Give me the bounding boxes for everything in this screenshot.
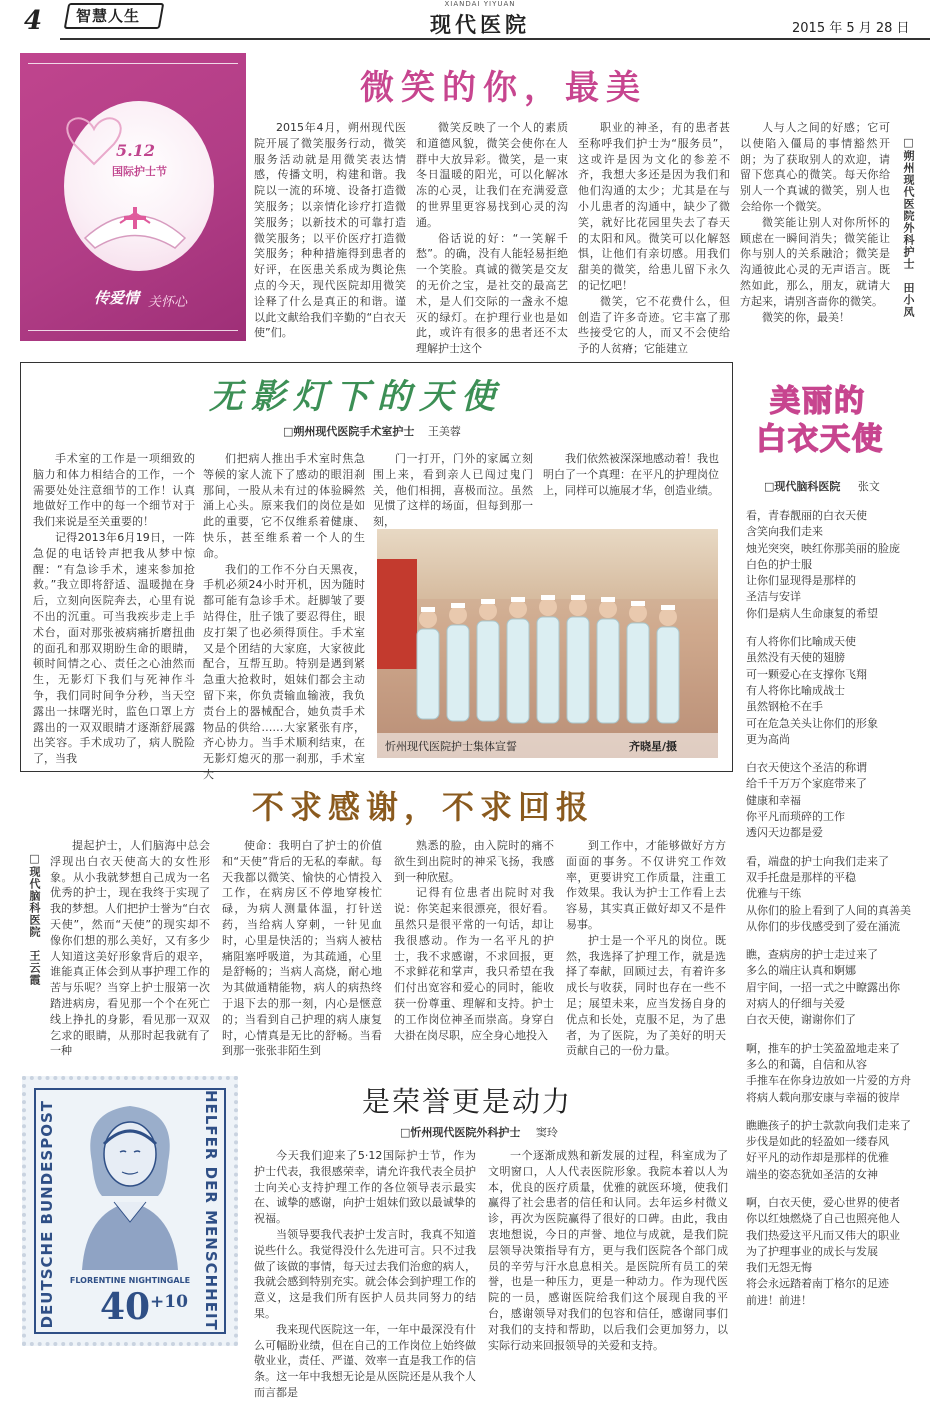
stamp-right-text: HELFER DER MENSCHHEIT [202, 1090, 220, 1331]
slogan-left: 传爱情 [94, 289, 140, 307]
paragraph: 微笑能让别人对你所怀的顾虑在一瞬间消失；微笑能让你与别人的关系融洽；微笑是沟通彼此心灵的无声语言。既然如此，那么，朋友，就请大方起来，请别吝啬你的微笑。 [740, 215, 890, 308]
smile-col-3 [578, 120, 730, 356]
poem-stanza-gap [746, 622, 932, 634]
angel-article [20, 362, 733, 781]
paragraph: 我们的工作不分白天黑夜，手机必须24小时开机，因为随时都可能有急诊手术。赶脚皱了要站得住，肚子饿了要忍得住，眼皮打架了也必须得顶住。手术室又是个团结的大家庭，大家彼此配合，互帮互助。特别是遇到紧急重大抢救时，姐妹们都会主动留下来，你负责输血输液，我负责台上的器械配合，她负责手术物品的供给……大家紧张有序，齐心协力。当手术顺利结束，在无影灯熄灭的那一刹那，手术室大 [203, 562, 365, 781]
angel-col-2 [203, 451, 365, 781]
oath-photo [377, 529, 718, 758]
poem-line: 多么的端庄认真和婀娜 [746, 964, 856, 978]
poem-stanza [746, 508, 932, 622]
angel-byline-label: □朔州现代医院手术室护士 [283, 425, 415, 438]
angel-col-1 [33, 451, 195, 766]
poem-stanza [746, 1195, 932, 1309]
poem-body [746, 508, 932, 1344]
poem-line: 对病人的仔细与关爱 [746, 997, 845, 1011]
poem-line: 看，端盘的护士向我们走来了 [746, 854, 889, 868]
nightingale-stamp [22, 1076, 238, 1346]
honor-col-1 [254, 1148, 476, 1399]
header-rule [60, 38, 930, 40]
honor-article-title: 是荣誉更是动力 [362, 1085, 573, 1118]
poem-line: 手推车在你身边放如一片爱的方舟 [746, 1074, 911, 1088]
poem-line: 虽然钢枪不在手 [746, 700, 823, 714]
poem-line: 眉宇间，一招一式之中瞭露出你 [746, 980, 900, 994]
poem-line: 你们是病人生命康复的希望 [746, 606, 878, 620]
poem-line: 我们无怨无悔 [746, 1261, 812, 1275]
honor-byline-label: □忻州现代医院外科护士 [400, 1126, 521, 1139]
paragraph: 职业的神圣，有的患者甚至称呼我们护士为“服务员”，这或许是因为文化的参差不齐，我想大多还是因为我们和他们沟通的太少；尤其是在与小儿患者的沟通中，缺少了微笑，就好比花园里失去了春天的太阳和风。微笑可以化解怒惧，让他们有亲切感。用我们甜美的微笑，给患儿留下永久的记忆吧！ [578, 121, 730, 292]
poem-line: 有人将你们比喻成天使 [746, 635, 856, 649]
paragraph: 微笑，它不花费什么，但创造了许多奇迹。它丰富了那些接受它的人，而又不会使给予的人贫瘠；它能建立 [578, 294, 730, 356]
issue-date: 2015 年 5 月 28 日 [792, 21, 910, 36]
poem-line: 可在危急关头让你们的形象 [746, 716, 878, 730]
poem-line: 多么的和蔼，自信和从容 [746, 1057, 867, 1071]
poem-line: 白衣天使，谢谢你们了 [746, 1013, 856, 1027]
poem-stanza [746, 634, 932, 748]
poem-line: 白色的护士服 [746, 557, 812, 571]
angel-article-byline [283, 423, 461, 439]
nurse-cap-icon [80, 183, 190, 253]
nurse-day-image [20, 53, 246, 341]
stamp-value-extra: +10 [150, 1292, 188, 1312]
photo-caption: 忻州现代医院护士集体宣誓 [385, 740, 517, 753]
noreturn-col-3 [394, 838, 554, 1058]
poem-line: 更为高尚 [746, 732, 790, 746]
paragraph: 人与人之间的好感；它可以使陷入僵局的事情豁然开朗；为了获取别人的欢迎，请留下您真心的微笑。每天你给别人一个真诚的微笑，别人也会给你一个微笑。 [740, 121, 890, 213]
poem-line: 双手托盘是那样的平稳 [746, 870, 856, 884]
paragraph: 到工作中，才能够做好方方面面的事务。不仅讲究工作效率，更要讲究工作质量，注重工作效果。我认为护士工作看上去容易，其实真正做好却又不是件易事。 [566, 839, 726, 931]
angel-byline-name: 王美蓉 [427, 425, 461, 438]
smile-col-2 [416, 120, 568, 356]
nightingale-portrait-icon [62, 1092, 198, 1270]
stamp-name: FLORENTINE NIGHTINGALE [69, 1276, 191, 1285]
paragraph: 我们依然被深深地感动着！我也明白了一个真理：在平凡的护理岗位上，同样可以施展才华，创造业绩。 [543, 452, 719, 497]
section-name: 智慧人生 [76, 7, 141, 25]
paragraph: 微笑反映了一个人的素质和道德风貌，微笑会使你在人群中大放异彩。微笑，是一束冬日温暖的阳光，可以化解冰冻的心灵，让我们在充满爱意的世界里更容易找到心灵的沟通。 [416, 121, 568, 229]
poem-line: 我们热爱这平凡而又伟大的职业 [746, 1228, 900, 1242]
poem-stanza [746, 1041, 932, 1106]
angel-col-4 [543, 451, 719, 533]
poem-line: 看，青春靓丽的白衣天使 [746, 509, 867, 522]
smile-col-4 [740, 120, 890, 352]
paragraph: 提起护士，人们脑海中总会浮现出白衣天使高大的女性形象。从小我就梦想自己成为一名优秀的护士，现在我终于实现了我的梦想。人们把护士誉为“白衣天使”，然而“天使”的现实却不像你们想的那么美好，又有多少人知道这美好形象背后的艰辛，谁能真正体会到从事护理工作的苦与乐呢？当穿上护士服第一次踏进病房，看见那一个个在死亡线上挣扎的身影，看见那一双双乞求的眼睛，从那时起我就有了一种 [50, 839, 210, 1058]
poem-title-line1: 美丽的 [770, 384, 866, 419]
paragraph: 一个逐渐成熟和新发展的过程，科室成为了文明窗口，人人代表医院形象。我院本着以人为本，优良的医疗质量，优雅的就医环境，使我们赢得了社会患者的信任和认同。去年运乡村微义诊，再次为医院赢得了很好的口碑。由此，我由衷地想说，今日的声誉、地位与成就，是我们院层领导决策指导有方，更与我们医院各个部门成员的辛劳与汗水息息相关。是医院所有员工的荣誉，也是一种压力，更是一种动力。作为现代医院的一员，感谢医院给我们这个展现自我的平台，感谢领导对我们的包容和信任，感谢同事们对我们的支持和帮助，以后我们会更加努力，以实际行动来回报领导的关爱和支持。 [488, 1149, 728, 1352]
paragraph: 2015年4月，朔州现代医院开展了微笑服务行动，微笑服务活动就是用微笑表达情感，传播文明，构建和谐。我院以一流的环境、设备打造微笑服务；以亲情化诊疗打造微笑服务；以新技术的可靠打造微笑服务；以平价医疗打造微笑服务；种种措施得到患者的好评，在医患关系成为舆论焦点的今天，现代医院却用微笑诠释了什么是真正的和谐。谨以此文献给我们辛勤的“白衣天使”们。 [254, 121, 406, 340]
paragraph: 我来现代医院这一年，一年中最深没有什么可幅盼业绩，但在自己的工作岗位上始终做敬业业，责任、严谨、效率一直是我工作的信条。这一年中我想无论是从医院还是从我个人而言都是 [254, 1322, 476, 1399]
paragraph: 熟悉的脸，由入院时的痛不欲生到出院时的神采飞扬，我感到一种欣慰。 [394, 839, 554, 884]
poem-stanza-gap [746, 1309, 932, 1321]
heart-wings-icon [54, 109, 134, 169]
poem-line: 圣洁与安详 [746, 590, 801, 604]
poem-title-line2: 白衣天使 [756, 422, 884, 457]
poem-line: 瞧，查病房的护士走过来了 [746, 948, 878, 962]
smile-article-title: 微笑的你，最美 [360, 68, 647, 108]
paragraph: 微笑的你，最美！ [762, 310, 850, 324]
photo-credit: 齐晓星/摄 [629, 740, 678, 753]
page-header [0, 0, 935, 44]
noreturn-article-title: 不求感谢，不求回报 [252, 788, 595, 826]
noreturn-article-byline: □现代脑科医院 王云霞 [28, 852, 41, 986]
stamp-value-main: 40 [100, 1286, 151, 1328]
smile-col-1 [254, 120, 406, 352]
festival-name: 国际护士节 [112, 165, 167, 178]
image-rule-top [28, 63, 238, 64]
noreturn-col-4 [566, 838, 726, 1058]
poem-line: 瞧瞧孩子的护士款款向我们走来了 [746, 1118, 911, 1132]
poem-stanza [746, 854, 932, 935]
paragraph: 当领导要我代表护士发言时，我真不知道说些什么。我觉得没什么先进可言。只不过我做了该做的事情，每天过去我们治愈的病人，我就会感到特别充实。就会体会到护理工作的意义，这是我们所有医护人员共同努力的结果。 [254, 1227, 476, 1320]
honor-article-byline [400, 1124, 558, 1140]
poem-line: 将病人载向那安康与幸福的彼岸 [746, 1090, 900, 1104]
smile-article-byline: □朔州现代医院外科护士 田小凤 [902, 136, 915, 318]
noreturn-article [0, 776, 740, 1066]
poem-line: 端坐的姿态犹如圣洁的女神 [746, 1167, 878, 1181]
poem-line: 为了护理事业的成长与发展 [746, 1244, 878, 1258]
poem-line: 含笑向我们走来 [746, 525, 823, 539]
paragraph: 记得有位患者出院时对我说：你笑起来很漂亮，很好看。虽然只是很平常的一句话，却让我很感动。作为一名平凡的护士，我不求感谢，不求回报，更不求鲜花和掌声，我只希望在我们付出宽容和爱心的同时，能收获一份尊重、理解和支持。护士的工作岗位神圣而崇高。身穿白大褂在岗尽职，应全身心地投入 [394, 886, 554, 1042]
stamp-left-text: DEUTSCHE BUNDESPOST [38, 1100, 56, 1329]
paragraph: 俗话说的好：“一笑解千愁”。的确，没有人能轻易拒绝一个笑脸。真诚的微笑是交友的无价之宝，是社交的最高艺术，是人们交际的一盏永不熄灭的绿灯。在护理行业也是如此，或许有很多的患者还不太理解护士这个 [416, 231, 568, 356]
paragraph: 使命：我明白了护士的价值和“天使”背后的无私的奉献。每天我都以微笑、愉快的心情投入工作，在病房区不停地穿梭忙碌，为病人测量体温，打针送药，当给病人穿刺，一针见血时，心里是快活的；当病人被枯痛阻塞呼吸道，为其疏通，心里是舒畅的；当病人高烧，耐心地为其做通精能物，病人的病热终于退下去的那一刻，内心是惬意的；当看到自己护理的病人康复时，心情真是无比的舒畅。当看到那一张张非陌生到 [222, 839, 382, 1058]
poem-line: 你以红烛燃烧了自己也照亮他人 [746, 1212, 900, 1226]
masthead-pinyin: XIANDAI YIYUAN [444, 0, 516, 8]
noreturn-col-2 [222, 838, 382, 1058]
poem-byline-name: 张文 [857, 480, 880, 493]
poem-stanza-gap [746, 1183, 932, 1195]
poem-stanzas [746, 508, 932, 1321]
poem-line: 优雅与干练 [746, 887, 801, 901]
poem-stanza [746, 1118, 932, 1183]
paragraph: 手术室的工作是一项细致的脑力和体力相结合的工作，一个需要处处注意细节的工作！认真地做好工作中的每一个细节对于我们来说是至关重要的！ [33, 452, 195, 529]
poem-line: 让你们显现得是那样的 [746, 574, 856, 588]
poem-line: 白衣天使这个圣洁的称谓 [746, 761, 867, 775]
paragraph: 护士是一个平凡的岗位。既然，我选择了护理工作，就是选择了奉献，回顾过去，有着许多成长与收获，同时也存在一些不足；展望未来，应当发扬自身的优点和长处，克服不足，为了患者，为了医院，为了美好的明天贡献自己的一份力量。 [566, 933, 726, 1058]
poem-byline-label: □现代脑科医院 [764, 480, 841, 493]
paragraph: 门一打开，门外的家属立刻围上来，看到亲人已闯过鬼门关，他们相拥，喜极而泣。虽然见惯了这样的场面，但每到那一刻， [373, 452, 533, 529]
poem-line: 有人将你比喻成战士 [746, 683, 845, 697]
poem-line: 透闪天边都是爱 [746, 826, 823, 840]
poem-line: 前进！前进！ [746, 1293, 812, 1307]
paragraph: 们把病人推出手术室时焦急等候的家人流下了感动的眼泪刹那间，一股从未有过的体验瞬然涌上心头。原来我们的岗位是如此的重要，它不仅维系着健康、快乐，甚至维系着一个人的生命。 [203, 452, 365, 560]
paragraph: 今天我们迎来了5·12国际护士节，作为护士代表，我很感荣幸，请允许我代表全员护士向关心支持护理工作的各位领导表示最实在、诚挚的感谢，向护士姐妹们致以最诚挚的祝福。 [254, 1149, 476, 1226]
poem-line: 从你们的步伐感受到了爱在涌流 [746, 919, 900, 933]
angel-col-3 [373, 451, 533, 533]
poem-line: 好平凡的动作却是那样的优雅 [746, 1151, 889, 1165]
poem-line: 从你们的脸上看到了人间的真善美 [746, 903, 911, 917]
poem-stanza-gap [746, 935, 932, 947]
poem-sidebar [740, 362, 935, 1350]
page-number: 4 [24, 6, 43, 36]
poem-stanza-gap [746, 748, 932, 760]
slogan-right: 关怀心 [148, 295, 188, 310]
masthead-title: 现代医院 [430, 12, 530, 37]
poem-line: 烛光突突，映红你那美丽的脸庞 [746, 541, 900, 555]
image-rule-bottom [28, 330, 238, 331]
angel-article-title: 无影灯下的天使 [209, 377, 503, 417]
poem-line: 你平凡而琐碎的工作 [746, 810, 845, 824]
honor-byline-name: 窦玲 [535, 1126, 558, 1139]
poem-stanza-gap [746, 1029, 932, 1041]
paragraph: 记得2013年6月19日，一阵急促的电话铃声把我从梦中惊醒：“有急诊手术，速来参加抢救。”我立即将舒适、温暖抛在身后，立刻向医院奔去，心里有说不出的沉重。可当我疾步走上手术台，面对那张被病痛折磨扭曲的面孔和那双期盼生命的眼睛，顿时间情之心、责任之心油然而生，无影灯下我们与死神作斗争，我们同时间争分秒，当天空露出一抹曙光时，监色口罩上方露出的一双双眼睛才逐渐舒展露出笑容。手术成功了，病人脱险了，当我 [33, 530, 195, 766]
honor-article [0, 1068, 740, 1399]
poem-line: 啊，推车的护士笑盈盈地走来了 [746, 1041, 900, 1055]
poem-stanza [746, 760, 932, 841]
poem-stanza-gap [746, 1106, 932, 1118]
poem-line: 可一颗爱心在支撑你飞翔 [746, 667, 867, 681]
poem-line: 步伐是如此的轻盈如一缕春风 [746, 1135, 889, 1149]
festival-day: 5.12 [116, 141, 155, 160]
nurses-group [407, 569, 707, 739]
poem-byline [764, 478, 880, 494]
poem-stanza-gap [746, 842, 932, 854]
noreturn-col-1 [50, 838, 210, 1058]
poem-line: 给千千万万个家庭带来了 [746, 777, 867, 791]
poem-line: 虽然没有天使的翅膀 [746, 651, 845, 665]
poem-line: 将会永远踏着南丁格尔的足迹 [746, 1277, 889, 1291]
poem-line: 健康和幸福 [746, 793, 801, 807]
honor-col-2 [488, 1148, 728, 1352]
poem-line: 啊，白衣天使，爱心世界的使者 [746, 1195, 900, 1209]
smile-article [0, 44, 935, 362]
poem-stanza [746, 947, 932, 1028]
